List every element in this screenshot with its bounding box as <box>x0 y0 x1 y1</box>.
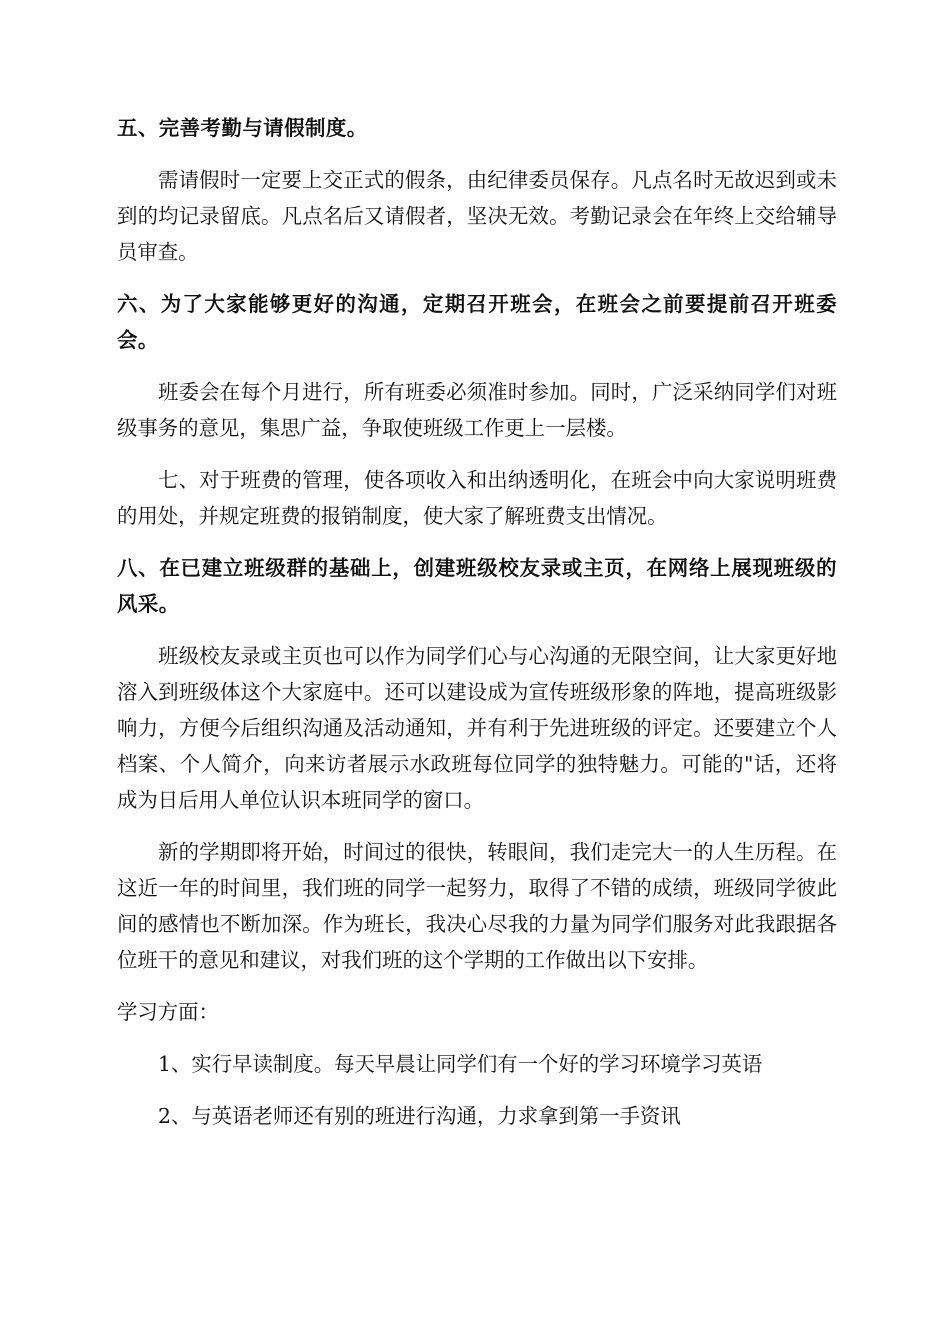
section-7-body: 七、对于班费的管理，使各项收入和出纳透明化，在班会中向大家说明班费的用处，并规定班费的报销制度，使大家了解班费支出情况。 <box>117 468 837 528</box>
study-section-title: 学习方面： <box>117 1000 219 1024</box>
section-8-heading: 八、在已建立班级群的基础上，创建班级校友录或主页，在网络上展现班级的风采。 <box>117 556 837 616</box>
section-6-body: 班委会在每个月进行，所有班委必须准时参加。同时，广泛采纳同学们对班级事务的意见，集思广益，争取使班级工作更上一层楼。 <box>117 380 837 440</box>
section-6-heading: 六、为了大家能够更好的沟通，定期召开班会，在班会之前要提前召开班委会。 <box>117 292 837 352</box>
study-item-2: 2、与英语老师还有别的班进行沟通，力求拿到第一手资讯 <box>158 1104 681 1128</box>
intro-paragraph: 新的学期即将开始，时间过的很快，转眼间，我们走完大一的人生历程。在这近一年的时间里，我们班的同学一起努力，取得了不错的成绩，班级同学彼此间的感情也不断加深。作为班长，我决心尽我的力量为同学们服务对此我跟据各位班干的意见和建议，对我们班的这个学期的工作做出以下安排。 <box>117 840 837 972</box>
section-5-heading: 五、完善考勤与请假制度。 <box>117 116 368 140</box>
section-5-body: 需请假时一定要上交正式的假条，由纪律委员保存。凡点名时无故迟到或未到的均记录留底。凡点名后又请假者，坚决无效。考勤记录会在年终上交给辅导员审查。 <box>117 168 837 264</box>
section-8-body: 班级校友录或主页也可以作为同学们心与心沟通的无限空间，让大家更好地溶入到班级体这个大家庭中。还可以建设成为宣传班级形象的阵地，提高班级影响力，方便今后组织沟通及活动通知，并有利于先进班级的评定。还要建立个人档案、个人简介，向来访者展示水政班每位同学的独特魅力。可能的"话，还将成为日后用人单位认识本班同学的窗口。 <box>117 644 837 812</box>
document-page <box>117 110 837 1134</box>
study-item-1: 1、实行早读制度。每天早晨让同学们有一个好的学习环境学习英语 <box>158 1052 763 1076</box>
